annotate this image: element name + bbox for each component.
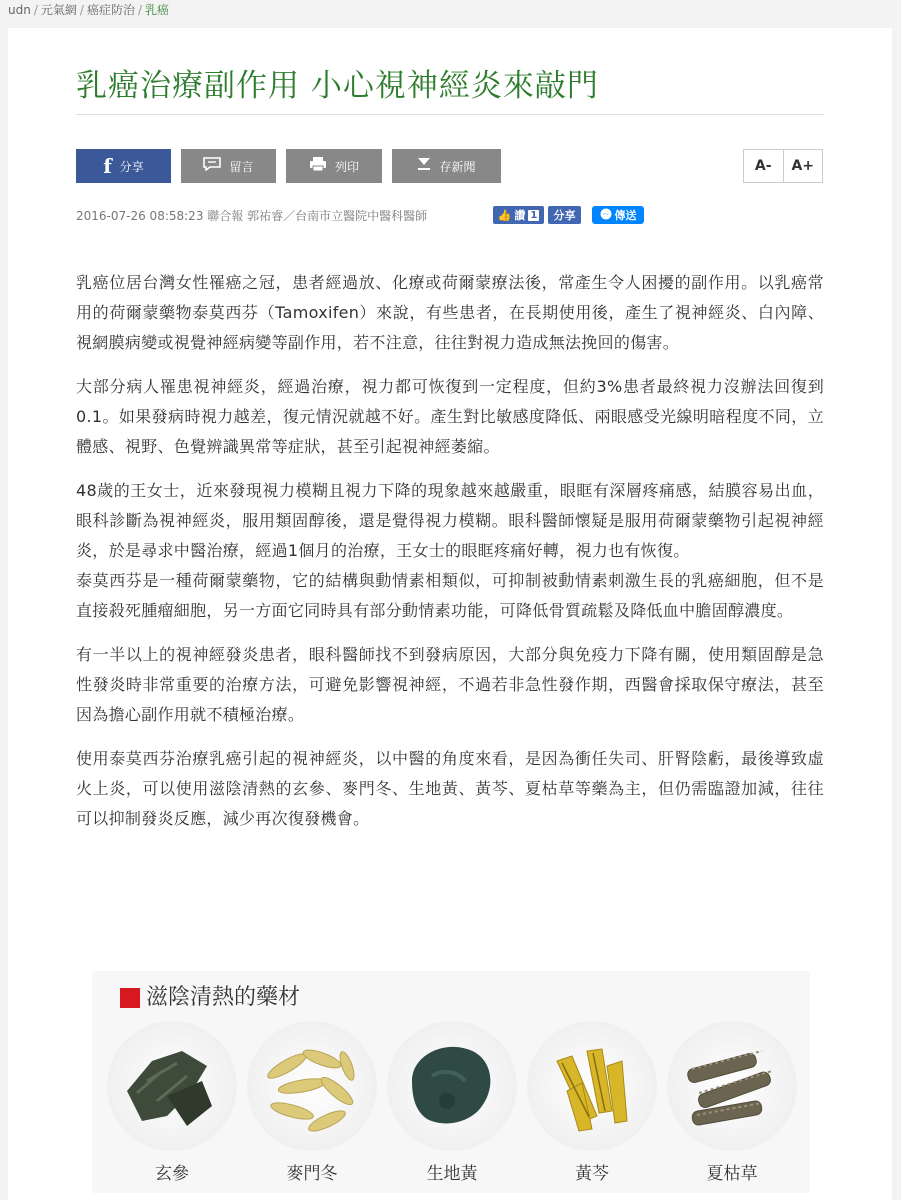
figure-title bbox=[120, 985, 300, 1011]
article-paragraph: 有一半以上的視神經發炎患者，眼科醫師找不到發病原因，大部分與免疫力下降有關，使用類固醇是急性發炎時非常重要的治療方法，可避免影響視神經，不過若非急性發作期，西醫會採取保守療法，甚至因為擔心副作用就不積極治療。 bbox=[76, 645, 824, 724]
article-meta: 2016-07-26 08:58:23 聯合報 郭祐睿／台南市立醫院中醫科醫師 bbox=[76, 209, 428, 223]
breadcrumb-separator: / bbox=[137, 3, 142, 17]
herb-label: 夏枯草 bbox=[706, 1164, 758, 1184]
messenger-send-button[interactable] bbox=[592, 206, 644, 224]
breadcrumb-item-cancer[interactable]: 癌症防治 bbox=[86, 3, 135, 17]
font-size-control bbox=[743, 149, 823, 183]
social-share-label: 分享 bbox=[553, 209, 576, 222]
comment-button[interactable] bbox=[181, 149, 276, 183]
facebook-share-button[interactable] bbox=[76, 149, 171, 183]
herb-item bbox=[246, 1021, 378, 1185]
article-body bbox=[76, 268, 824, 834]
font-larger-button[interactable]: A+ bbox=[783, 150, 823, 182]
herb-item bbox=[386, 1021, 518, 1185]
breadcrumb-item-current[interactable]: 乳癌 bbox=[145, 3, 170, 17]
save-label: 存新聞 bbox=[439, 159, 476, 174]
herb-item bbox=[666, 1021, 798, 1185]
breadcrumb bbox=[8, 2, 169, 18]
font-smaller-button[interactable]: A- bbox=[744, 150, 783, 182]
thumbs-up-icon: 👍 bbox=[497, 208, 512, 222]
breadcrumb-separator: / bbox=[79, 3, 84, 17]
herb-label: 玄參 bbox=[155, 1164, 189, 1184]
herb-label: 黃芩 bbox=[575, 1164, 609, 1184]
save-news-button[interactable] bbox=[392, 149, 501, 183]
article-paragraph: 泰莫西芬是一種荷爾蒙藥物，它的結構與動情素相類似，可抑制被動情素刺激生長的乳癌細胞，但不是直接殺死腫瘤細胞，另一方面它同時具有部分動情素功能，可降低骨質疏鬆及降低血中膽固醇濃度。 bbox=[76, 571, 824, 620]
share-label: 分享 bbox=[119, 159, 144, 174]
breadcrumb-separator: / bbox=[33, 3, 38, 17]
facebook-like-button[interactable] bbox=[493, 206, 544, 224]
breadcrumb-item-udn[interactable]: udn bbox=[8, 3, 31, 17]
herb-image-xiakucao bbox=[667, 1021, 797, 1151]
send-label: 傳送 bbox=[614, 209, 637, 222]
printer-icon bbox=[309, 156, 327, 176]
breadcrumb-item-health[interactable]: 元氣網 bbox=[40, 3, 77, 17]
herb-item bbox=[526, 1021, 658, 1185]
article-paragraph: 乳癌位居台灣女性罹癌之冠，患者經過放、化療或荷爾蒙療法後，常產生令人困擾的副作用。以乳癌常用的荷爾蒙藥物泰莫西芬（Tamoxifen）來說，有些患者，在長期使用後，產生了視神經炎、白內障、視網膜病變或視覺神經病變等副作用，若不注意，往往對視力造成無法挽回的傷害。 bbox=[76, 273, 824, 352]
figure-title-text: 滋陰清熱的藥材 bbox=[146, 985, 301, 1010]
herbs-figure bbox=[92, 971, 810, 1193]
article-card bbox=[8, 28, 892, 1200]
like-count: 1 bbox=[530, 209, 538, 221]
herb-image-xuanshen bbox=[107, 1021, 237, 1151]
article-paragraph: 使用泰莫西芬治療乳癌引起的視神經炎，以中醫的角度來看，是因為衝任失司、肝腎陰虧，最後導致虛火上炎，可以使用滋陰清熱的玄參、麥門冬、生地黃、黃芩、夏枯草等藥為主，但仍需臨證加減，往往可以抑制發炎反應，減少再次復發機會。 bbox=[76, 749, 824, 828]
herb-image-shengdihuang bbox=[387, 1021, 517, 1151]
herb-label: 生地黃 bbox=[426, 1164, 478, 1184]
facebook-share-small-button[interactable] bbox=[548, 206, 581, 224]
download-icon bbox=[417, 157, 431, 175]
facebook-icon: f bbox=[103, 154, 112, 178]
red-square-icon bbox=[120, 988, 140, 1008]
like-label: 讚 bbox=[514, 209, 526, 222]
title-divider bbox=[76, 114, 824, 115]
herb-label: 麥門冬 bbox=[286, 1164, 338, 1184]
article-paragraph: 大部分病人罹患視神經炎，經過治療，視力都可恢復到一定程度，但約3%患者最終視力沒辦法回復到0.1。如果發病時視力越差，復元情況就越不好。產生對比敏感度降低、兩眼感受光線明暗程度不同，立體感、視野、色覺辨識異常等症狀，甚至引起視神經萎縮。 bbox=[76, 377, 824, 456]
herb-item bbox=[106, 1021, 238, 1185]
print-button[interactable] bbox=[286, 149, 382, 183]
article-paragraph: 48歲的王女士，近來發現視力模糊且視力下降的現象越來越嚴重，眼眶有深層疼痛感，結膜容易出血，眼科診斷為視神經炎，服用類固醇後，還是覺得視力模糊。眼科醫師懷疑是服用荷爾蒙藥物引起視神經炎，於是尋求中醫治療，經過1個月的治療，王女士的眼眶疼痛好轉，視力也有恢復。 bbox=[76, 481, 824, 560]
comment-label: 留言 bbox=[229, 159, 254, 174]
herb-image-huangqin bbox=[527, 1021, 657, 1151]
article-title: 乳癌治療副作用 小心視神經炎來敲門 bbox=[76, 68, 599, 104]
comment-icon bbox=[203, 157, 221, 175]
messenger-icon bbox=[600, 208, 612, 223]
herb-image-maimendong bbox=[247, 1021, 377, 1151]
print-label: 列印 bbox=[334, 159, 359, 174]
